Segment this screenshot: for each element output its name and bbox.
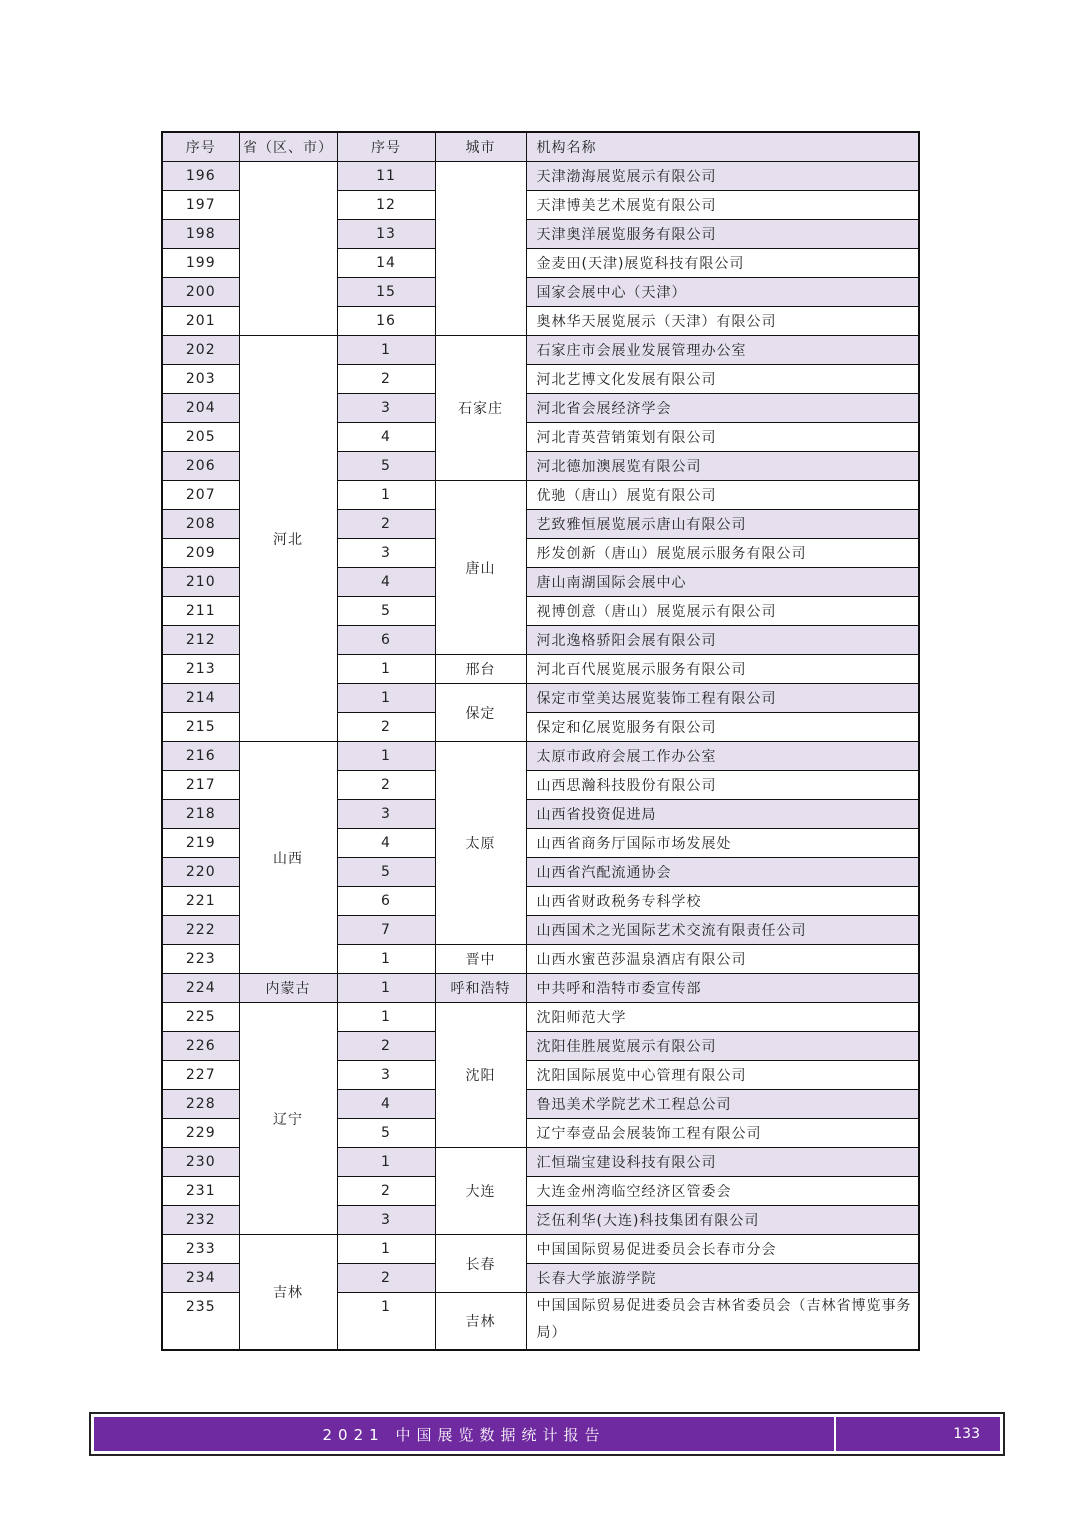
- row-seq: 229: [162, 1119, 239, 1148]
- org-name: 山西思瀚科技股份有限公司: [526, 771, 919, 800]
- header-org-name: 机构名称: [526, 132, 919, 162]
- row-sub-seq: 11: [337, 162, 435, 191]
- table-row: [162, 742, 919, 771]
- row-seq: 232: [162, 1206, 239, 1235]
- org-name: 山西水蜜芭莎温泉酒店有限公司: [526, 945, 919, 974]
- province-cell: 吉林: [239, 1235, 337, 1351]
- row-seq: 233: [162, 1235, 239, 1264]
- org-name: 中国国际贸易促进委员会长春市分会: [526, 1235, 919, 1264]
- row-seq: 212: [162, 626, 239, 655]
- city-cell: 邢台: [435, 655, 526, 684]
- row-sub-seq: 1: [337, 1235, 435, 1264]
- row-seq: 213: [162, 655, 239, 684]
- row-sub-seq: 2: [337, 771, 435, 800]
- row-sub-seq: 1: [337, 974, 435, 1003]
- row-seq: 235: [162, 1293, 239, 1351]
- org-name: 保定市堂美达展览装饰工程有限公司: [526, 684, 919, 713]
- org-name: 鲁迅美术学院艺术工程总公司: [526, 1090, 919, 1119]
- row-sub-seq: 2: [337, 365, 435, 394]
- org-name: 汇恒瑞宝建设科技有限公司: [526, 1148, 919, 1177]
- row-seq: 210: [162, 568, 239, 597]
- row-sub-seq: 1: [337, 336, 435, 365]
- org-name: 天津博美艺术展览有限公司: [526, 191, 919, 220]
- org-name: 唐山南湖国际会展中心: [526, 568, 919, 597]
- row-sub-seq: 6: [337, 887, 435, 916]
- org-name: 山西国术之光国际艺术交流有限责任公司: [526, 916, 919, 945]
- row-seq: 202: [162, 336, 239, 365]
- org-name: 中国国际贸易促进委员会吉林省委员会（吉林省博览事务局）: [526, 1293, 919, 1351]
- row-seq: 227: [162, 1061, 239, 1090]
- row-seq: 200: [162, 278, 239, 307]
- row-sub-seq: 1: [337, 742, 435, 771]
- city-cell: 晋中: [435, 945, 526, 974]
- table-row: [162, 974, 919, 1003]
- row-seq: 221: [162, 887, 239, 916]
- org-name: 河北青英营销策划有限公司: [526, 423, 919, 452]
- org-name: 沈阳师范大学: [526, 1003, 919, 1032]
- row-sub-seq: 1: [337, 1003, 435, 1032]
- row-seq: 208: [162, 510, 239, 539]
- org-name: 太原市政府会展工作办公室: [526, 742, 919, 771]
- row-seq: 214: [162, 684, 239, 713]
- footer-bar: [94, 1417, 1000, 1451]
- org-name: 金麦田(天津)展览科技有限公司: [526, 249, 919, 278]
- row-seq: 225: [162, 1003, 239, 1032]
- city-cell: 保定: [435, 684, 526, 742]
- city-cell: 吉林: [435, 1293, 526, 1351]
- city-cell: 沈阳: [435, 1003, 526, 1148]
- org-name: 河北德加澳展览有限公司: [526, 452, 919, 481]
- page-footer: [89, 1412, 1005, 1456]
- org-name: 保定和亿展览服务有限公司: [526, 713, 919, 742]
- row-seq: 207: [162, 481, 239, 510]
- org-name: 天津奥洋展览服务有限公司: [526, 220, 919, 249]
- row-sub-seq: 3: [337, 539, 435, 568]
- org-name: 奥林华天展览展示（天津）有限公司: [526, 307, 919, 336]
- org-name: 中共呼和浩特市委宣传部: [526, 974, 919, 1003]
- org-name: 国家会展中心（天津）: [526, 278, 919, 307]
- row-seq: 223: [162, 945, 239, 974]
- row-sub-seq: 16: [337, 307, 435, 336]
- org-name: 沈阳国际展览中心管理有限公司: [526, 1061, 919, 1090]
- row-sub-seq: 13: [337, 220, 435, 249]
- city-cell: 石家庄: [435, 336, 526, 481]
- row-sub-seq: 2: [337, 1032, 435, 1061]
- row-seq: 203: [162, 365, 239, 394]
- row-seq: 228: [162, 1090, 239, 1119]
- row-sub-seq: 3: [337, 1061, 435, 1090]
- org-name: 山西省商务厅国际市场发展处: [526, 829, 919, 858]
- row-sub-seq: 5: [337, 597, 435, 626]
- row-seq: 226: [162, 1032, 239, 1061]
- row-sub-seq: 5: [337, 858, 435, 887]
- row-sub-seq: 12: [337, 191, 435, 220]
- footer-divider: [834, 1414, 836, 1454]
- row-sub-seq: 15: [337, 278, 435, 307]
- row-sub-seq: 4: [337, 1090, 435, 1119]
- city-cell: [435, 162, 526, 336]
- row-seq: 218: [162, 800, 239, 829]
- row-sub-seq: 2: [337, 713, 435, 742]
- row-sub-seq: 7: [337, 916, 435, 945]
- row-sub-seq: 4: [337, 568, 435, 597]
- header-sub-seq: 序号: [337, 132, 435, 162]
- province-cell: 内蒙古: [239, 974, 337, 1003]
- row-sub-seq: 4: [337, 829, 435, 858]
- row-sub-seq: 2: [337, 1177, 435, 1206]
- org-name: 山西省财政税务专科学校: [526, 887, 919, 916]
- table-body: [162, 162, 919, 1351]
- org-name: 优驰（唐山）展览有限公司: [526, 481, 919, 510]
- row-sub-seq: 2: [337, 1264, 435, 1293]
- report-title: 2021 中国展览数据统计报告: [322, 1425, 606, 1444]
- org-name: 河北艺博文化发展有限公司: [526, 365, 919, 394]
- org-name: 沈阳佳胜展览展示有限公司: [526, 1032, 919, 1061]
- row-sub-seq: 3: [337, 800, 435, 829]
- org-name: 山西省汽配流通协会: [526, 858, 919, 887]
- header-seq: 序号: [162, 132, 239, 162]
- province-cell: 河北: [239, 336, 337, 742]
- city-cell: 太原: [435, 742, 526, 945]
- city-cell: 唐山: [435, 481, 526, 655]
- table-row: [162, 336, 919, 365]
- province-cell: 辽宁: [239, 1003, 337, 1235]
- row-seq: 204: [162, 394, 239, 423]
- header-city: 城市: [435, 132, 526, 162]
- row-seq: 219: [162, 829, 239, 858]
- org-name: 辽宁奉壹品会展装饰工程有限公司: [526, 1119, 919, 1148]
- table-row: [162, 1003, 919, 1032]
- row-seq: 216: [162, 742, 239, 771]
- row-sub-seq: 14: [337, 249, 435, 278]
- row-sub-seq: 2: [337, 510, 435, 539]
- row-seq: 201: [162, 307, 239, 336]
- org-name: 河北逸格骄阳会展有限公司: [526, 626, 919, 655]
- org-name: 山西省投资促进局: [526, 800, 919, 829]
- row-seq: 222: [162, 916, 239, 945]
- row-seq: 211: [162, 597, 239, 626]
- row-seq: 205: [162, 423, 239, 452]
- row-seq: 230: [162, 1148, 239, 1177]
- org-name: 天津渤海展览展示有限公司: [526, 162, 919, 191]
- org-name: 河北省会展经济学会: [526, 394, 919, 423]
- row-seq: 231: [162, 1177, 239, 1206]
- row-seq: 196: [162, 162, 239, 191]
- org-name: 河北百代展览展示服务有限公司: [526, 655, 919, 684]
- row-sub-seq: 3: [337, 1206, 435, 1235]
- row-seq: 209: [162, 539, 239, 568]
- table-row: [162, 162, 919, 191]
- table-row: [162, 1235, 919, 1264]
- row-sub-seq: 1: [337, 655, 435, 684]
- row-seq: 224: [162, 974, 239, 1003]
- row-seq: 199: [162, 249, 239, 278]
- row-seq: 206: [162, 452, 239, 481]
- city-cell: 长春: [435, 1235, 526, 1293]
- row-seq: 198: [162, 220, 239, 249]
- org-name: 视博创意（唐山）展览展示有限公司: [526, 597, 919, 626]
- org-name: 泛伍利华(大连)科技集团有限公司: [526, 1206, 919, 1235]
- row-sub-seq: 4: [337, 423, 435, 452]
- row-sub-seq: 5: [337, 452, 435, 481]
- org-name: 彤发创新（唐山）展览展示服务有限公司: [526, 539, 919, 568]
- row-sub-seq: 1: [337, 1148, 435, 1177]
- row-sub-seq: 1: [337, 684, 435, 713]
- province-cell: [239, 162, 337, 336]
- row-seq: 217: [162, 771, 239, 800]
- row-seq: 220: [162, 858, 239, 887]
- org-name: 石家庄市会展业发展管理办公室: [526, 336, 919, 365]
- page-number: 133: [953, 1426, 980, 1442]
- org-name: 艺致雅恒展览展示唐山有限公司: [526, 510, 919, 539]
- row-sub-seq: 5: [337, 1119, 435, 1148]
- province-cell: 山西: [239, 742, 337, 974]
- org-name: 大连金州湾临空经济区管委会: [526, 1177, 919, 1206]
- row-sub-seq: 1: [337, 1293, 435, 1351]
- city-cell: 大连: [435, 1148, 526, 1235]
- row-seq: 197: [162, 191, 239, 220]
- row-sub-seq: 6: [337, 626, 435, 655]
- row-seq: 215: [162, 713, 239, 742]
- header-province: 省（区、市）: [239, 132, 337, 162]
- institution-table: [161, 131, 920, 1351]
- row-seq: 234: [162, 1264, 239, 1293]
- org-name: 长春大学旅游学院: [526, 1264, 919, 1293]
- row-sub-seq: 1: [337, 481, 435, 510]
- row-sub-seq: 3: [337, 394, 435, 423]
- row-sub-seq: 1: [337, 945, 435, 974]
- table-header-row: [162, 132, 919, 162]
- city-cell: 呼和浩特: [435, 974, 526, 1003]
